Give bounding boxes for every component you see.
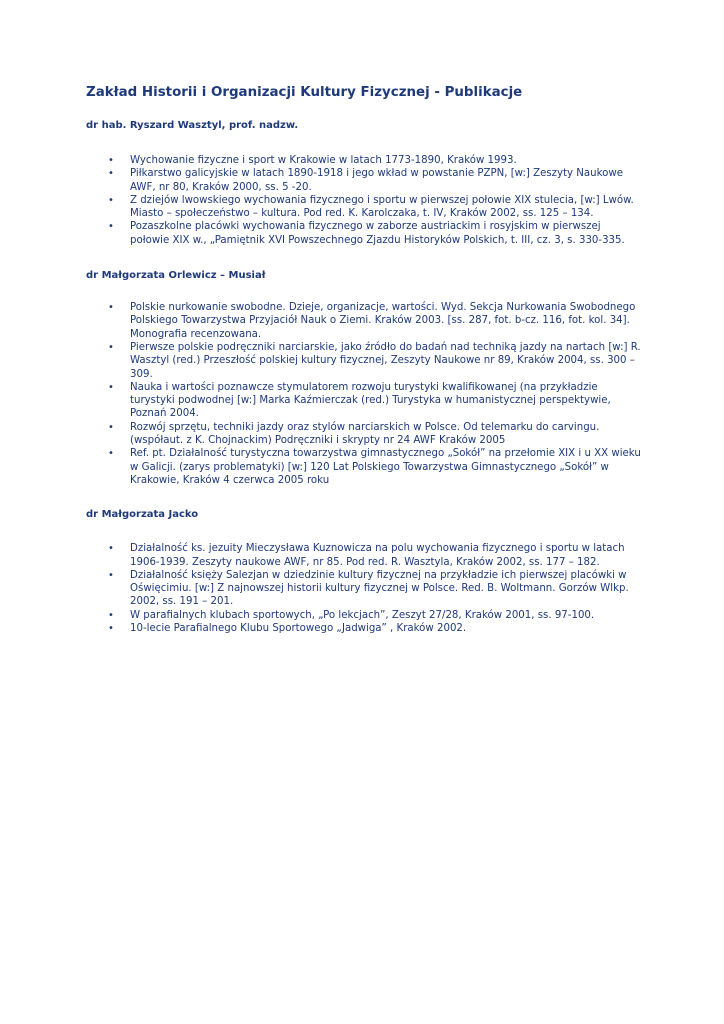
document-page — [86, 84, 642, 635]
publication-item — [86, 447, 642, 487]
bullet-icon: • — [108, 609, 114, 621]
publication-item — [86, 167, 642, 194]
publication-text: Rozwój sprzętu, techniki jazdy oraz stylów narciarskich w Polsce. Od telemarku do carvingu. (współaut. z K. Chojnackim) Podręczniki i skrypty nr 24 AWF Kraków 2005 — [130, 421, 600, 447]
publication-item — [86, 341, 642, 381]
bullet-icon: • — [108, 381, 114, 393]
bullet-icon: • — [108, 421, 114, 433]
publication-text: Pierwsze polskie podręczniki narciarskie, jako źródło do badań nad techniką jazdy na nartach [w:] R. Wasztyl (red.) Przeszłość polskiej kultury fizycznej, Zeszyty Naukowe nr 89, Kraków 2004, ss. 300 – 309. — [130, 341, 641, 380]
author-section — [86, 119, 642, 247]
publication-text: Piłkarstwo galicyjskie w latach 1890-1918 i jego wkład w powstanie PZPN, [w:] Zeszyty Naukowe AWF, nr 80, Kraków 2000, ss. 5 -20. — [130, 168, 623, 193]
publication-item — [86, 609, 642, 622]
publication-item — [86, 194, 642, 221]
publication-item — [86, 542, 642, 569]
bullet-icon: • — [108, 155, 114, 166]
publication-list — [86, 154, 642, 247]
publication-item — [86, 569, 642, 609]
publication-text: Wychowanie fizyczne i sport w Krakowie w latach 1773-1890, Kraków 1993. — [130, 155, 517, 166]
publication-item — [86, 421, 642, 448]
bullet-icon: • — [108, 543, 114, 555]
bullet-icon: • — [108, 221, 114, 233]
author-heading: dr Małgorzata Orlewicz – Musiał — [86, 270, 266, 282]
publication-item — [86, 381, 642, 421]
publication-text: Nauka i wartości poznawcze stymulatorem rozwoju turystyki kwalifikowanej (na przykładzie turystyki podwodnej [w:] Marka Kaźmierczak (red.) Turystyka w humanistycznej perspektywie, Poznań 2004. — [130, 381, 611, 420]
bullet-icon: • — [108, 168, 114, 180]
bullet-icon: • — [108, 569, 114, 581]
page-title: Zakład Historii i Organizacji Kultury Fizycznej - Publikacje — [86, 85, 523, 100]
publication-text: 10-lecie Parafialnego Klubu Sportowego „Jadwiga” , Kraków 2002. — [130, 623, 467, 635]
author-heading: dr hab. Ryszard Wasztyl, prof. nadzw. — [86, 120, 299, 131]
bullet-icon: • — [108, 302, 114, 314]
publication-text: W parafialnych klubach sportowych, „Po lekcjach”, Zeszyt 27/28, Kraków 2001, ss. 97-100. — [130, 609, 595, 621]
publication-text: Działalność księży Salezjan w dziedzinie kultury fizycznej na przykładzie ich pierwszej placówki w Oświęcimiu. [w:] Z najnowszej historii kultury fizycznej w Polsce. Red. B. Woltmann. Gorzów Wlkp. 2002, ss. 191 – 201. — [130, 569, 629, 608]
publication-item — [86, 622, 642, 635]
bullet-icon: • — [108, 341, 114, 353]
author-heading: dr Małgorzata Jacko — [86, 509, 199, 521]
publication-text: Pozaszkolne placówki wychowania fizycznego w zaborze austriackim i rosyjskim w pierwszej połowie XIX w., „Pamiętnik XVI Powszechnego Zjazdu Historyków Polskich, t. III, cz. 3, s. 330-335. — [130, 221, 625, 246]
publication-item — [86, 301, 642, 341]
publication-item — [86, 220, 642, 247]
publication-text: Ref. pt. Działalność turystyczna towarzystwa gimnastycznego „Sokół” na przełomie XIX i u XX wieku w Galicji. (zarys problematyki) [w:] 120 Lat Polskiego Towarzystwa Gimnastycznego „Sokół” w Krakowie, Kraków 4 czerwca 2005 roku — [130, 448, 641, 486]
author-section — [86, 508, 642, 635]
publication-text: Z dziejów lwowskiego wychowania fizycznego i sportu w pierwszej połowie XIX stulecia, [w:] Lwów. Miasto – społeczeństwo – kultura. Pod red. K. Karolczaka, t. IV, Kraków 2002, ss. 125 – 134. — [130, 194, 634, 220]
publication-list — [86, 301, 642, 487]
publication-text: Polskie nurkowanie swobodne. Dzieje, organizacje, wartości. Wyd. Sekcja Nurkowania Swobodnego Polskiego Towarzystwa Przyjaciół Nauk o Ziemi. Kraków 2003. [ss. 287, fot. b-cz. 116, fot. kol. 34]. Monografia recenzowana. — [130, 302, 636, 340]
author-section — [86, 269, 642, 487]
bullet-icon: • — [108, 623, 114, 635]
publication-list — [86, 542, 642, 635]
publication-item — [86, 154, 642, 167]
publication-text: Działalność ks. jezuity Mieczysława Kuznowicza na polu wychowania fizycznego i sportu w latach 1906-1939. Zeszyty naukowe AWF, nr 85. Pod red. R. Wasztyla, Kraków 2002, ss. 177 – 182. — [130, 543, 625, 568]
bullet-icon: • — [108, 194, 114, 206]
bullet-icon: • — [108, 448, 114, 460]
